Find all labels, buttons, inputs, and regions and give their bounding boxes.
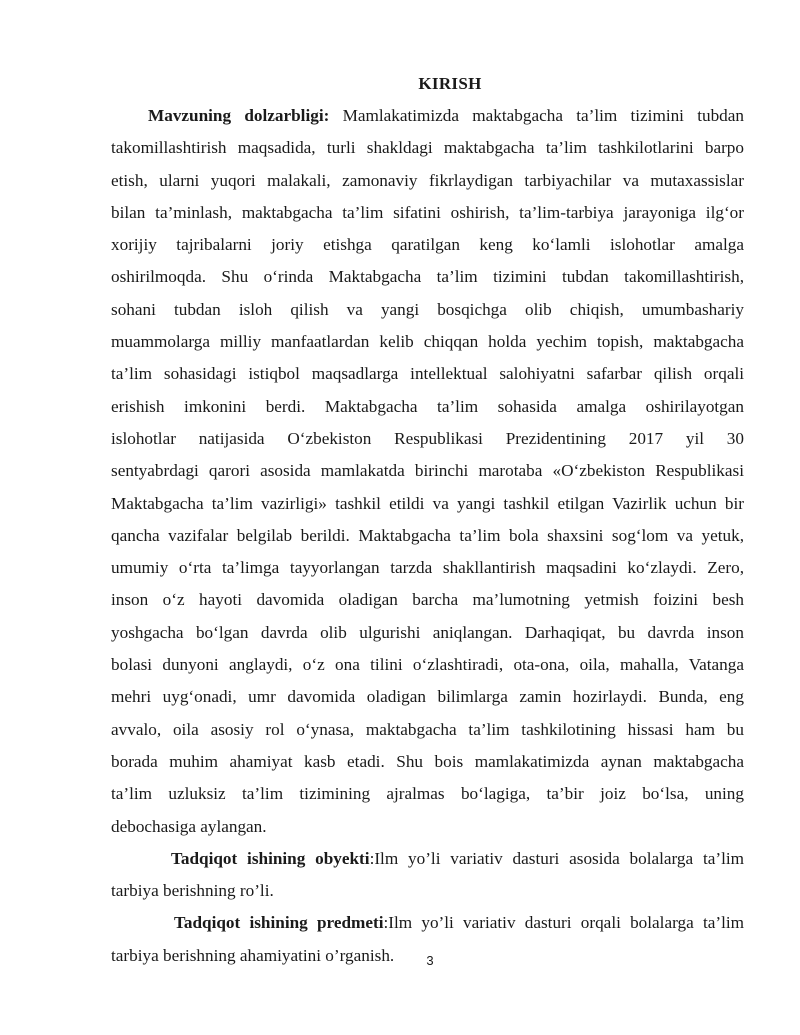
- paragraph-line: qancha vazifalar belgilab berildi. Maktabgacha ta’lim bola shaxsini sog‘lom va yetuk,: [111, 525, 744, 545]
- paragraph-line: ta’lim sohasidagi istiqbol maqsadlarga intellektual salohiyatni safarbar qilish orqali: [111, 364, 744, 384]
- page-number: 3: [426, 953, 434, 968]
- paragraph-lead: Tadqiqot ishining predmeti: [174, 913, 384, 933]
- paragraph-line: erishish imkonini berdi. Maktabgacha ta’lim sohasida amalga oshirilayotgan: [111, 396, 744, 416]
- paragraph-line: bilan ta’minlash, maktabgacha ta’lim sifatini oshirish, ta’lim-tarbiya jarayoniga ilg‘or: [111, 202, 744, 222]
- paragraph-lead: Mavzuning dolzarbligi:: [148, 106, 330, 125]
- paragraph-line: Maktabgacha ta’lim vazirligi» tashkil etildi va yangi tashkil etilgan Vazirlik uchun bir: [111, 493, 744, 513]
- paragraph-line: muammolarga milliy manfaatlardan kelib chiqqan holda yechim topish, maktabgacha: [111, 332, 744, 352]
- paragraph-line: bolasi dunyoni anglaydi, o‘z ona tilini o‘zlashtiradi, ota-ona, oila, mahalla, Vatanga: [111, 655, 744, 675]
- paragraph-line: [111, 843, 744, 875]
- paragraph-line: [111, 907, 744, 939]
- paragraph-line: debochasiga aylangan.: [111, 816, 267, 836]
- paragraph-line: yoshgacha bo‘lgan davrda olib ulgurishi aniqlangan. Darhaqiqat, bu davrda inson: [111, 622, 744, 642]
- paragraph-line: mehri uyg‘onadi, umr davomida oladigan bilimlarga zamin hozirlaydi. Bunda, eng: [111, 687, 744, 707]
- paragraph-line: tarbiya berishning ro’li.: [111, 881, 274, 901]
- paragraph-line: sentyabrdagi qarori asosida mamlakatda birinchi marotaba «O‘zbekiston Respublikasi: [111, 461, 744, 481]
- paragraph-line: takomillashtirish maqsadida, turli shakldagi maktabgacha ta’lim tashkilotlarini barpo: [111, 138, 744, 158]
- paragraph-line: borada muhim ahamiyat kasb etadi. Shu bois mamlakatimizda aynan maktabgacha: [111, 751, 744, 771]
- body-text: [111, 100, 744, 972]
- text-segment: :Ilm yo’li variativ dasturi orqali bolalarga ta’lim: [383, 913, 744, 933]
- paragraph-line: etish, ularni yuqori malakali, zamonaviy fikrlaydigan tarbiyachilar va mutaxassislar: [111, 170, 744, 190]
- paragraph-line: tarbiya berishning ahamiyatini o’rganish.: [111, 945, 395, 965]
- paragraph-line: xorijiy tajribalarni joriy etishga qaratilgan keng ko‘lamli islohotlar amalga: [111, 235, 744, 255]
- paragraph-line: sohani tubdan isloh qilish va yangi bosqichga olib chiqish, umumbashariy: [111, 299, 744, 319]
- paragraph-line: islohotlar natijasida O‘zbekiston Respublikasi Prezidentining 2017 yil 30: [111, 428, 744, 448]
- text-segment: Mamlakatimizda maktabgacha ta’lim tizimini tubdan: [329, 106, 744, 125]
- section-heading: KIRISH: [418, 74, 482, 93]
- paragraph-line: ta’lim uzluksiz ta’lim tizimining ajralmas bo‘lagiga, ta’bir joiz bo‘lsa, uning: [111, 784, 744, 804]
- paragraph-line: [111, 100, 744, 132]
- text-segment: :Ilm yo’li variativ dasturi asosida bolalarga ta’lim: [369, 848, 744, 868]
- paragraph-line: oshirilmoqda. Shu o‘rinda Maktabgacha ta’lim tizimini tubdan takomillashtirish,: [111, 267, 744, 287]
- paragraph-line: avvalo, oila asosiy rol o‘ynasa, maktabgacha ta’lim tashkilotining hissasi ham bu: [111, 719, 744, 739]
- paragraph-line: inson o‘z hayoti davomida oladigan barcha ma’lumotning yetmish foizini besh: [111, 590, 744, 610]
- paragraph-line: umumiy o‘rta ta’limga tayyorlangan tarzda shakllantirish maqsadini ko‘zlaydi. Zero,: [111, 558, 744, 578]
- paragraph-lead: Tadqiqot ishining obyekti: [171, 848, 370, 868]
